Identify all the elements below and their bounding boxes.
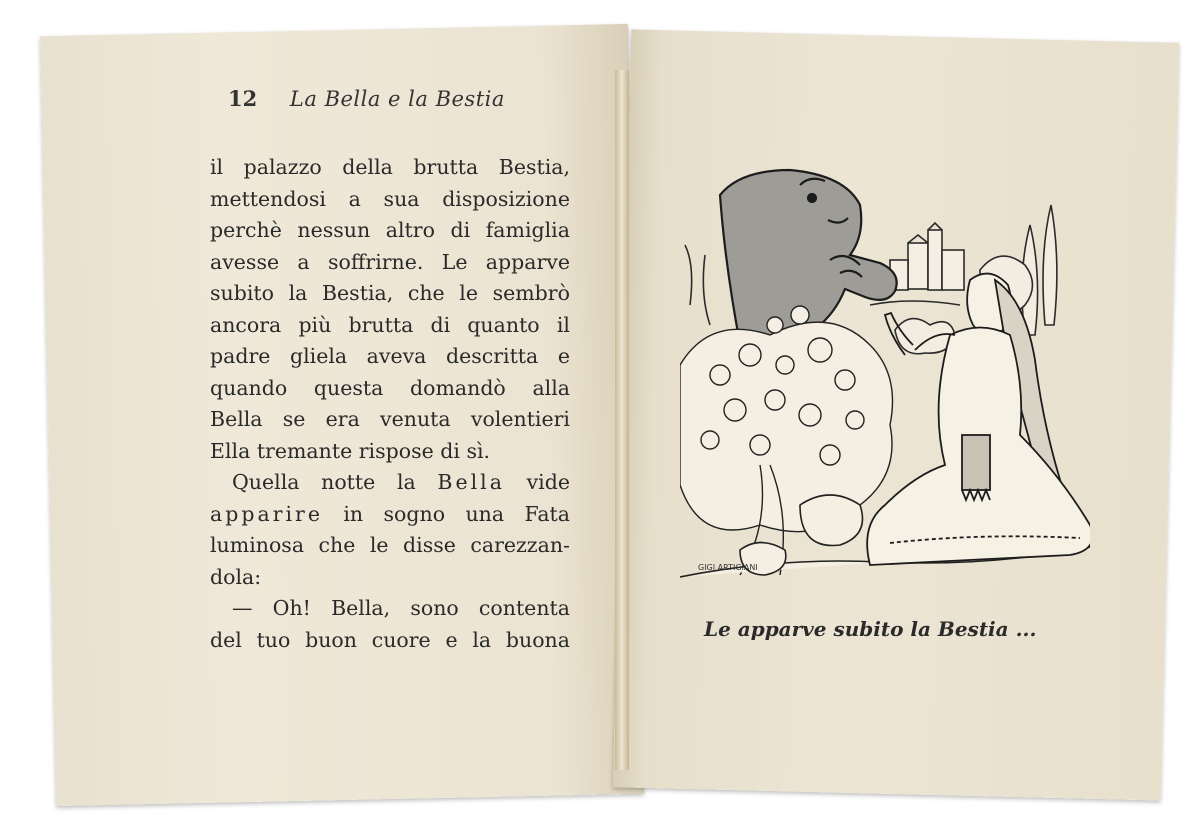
artist-signature: GIGI ARTIGIANI xyxy=(698,563,758,572)
running-header xyxy=(228,86,505,111)
text-line: Ella tremante rispose di sì. xyxy=(210,438,491,463)
text-line: del tuo buon cuore e la buona xyxy=(210,627,570,652)
illustration-caption: Le apparve subito la Bestia ... xyxy=(704,617,1037,641)
text-line: luminosa che le disse carezzan- xyxy=(210,533,570,557)
beast-and-beauty-illustration xyxy=(680,165,1090,590)
text-line: perchè nessun altro di famiglia xyxy=(210,218,570,242)
text-line: subito la Bestia, che le sembrò xyxy=(210,281,570,305)
text-line: quando questa domandò alla xyxy=(210,375,570,400)
text-line: ancora più brutta di quanto il xyxy=(210,312,570,337)
text-line: il palazzo della brutta Bestia, xyxy=(210,155,570,179)
running-title: La Bella e la Bestia xyxy=(289,87,505,111)
text-line: apparire in sogno una Fata xyxy=(210,501,570,526)
text-line: dola: xyxy=(210,564,262,589)
text-line: Quella notte la Bella vide xyxy=(232,470,570,494)
body-text xyxy=(210,152,570,656)
page-number: 12 xyxy=(228,86,258,111)
text-line: mettendosi a sua disposizione xyxy=(210,186,570,211)
book-spine xyxy=(615,70,629,770)
text-line: — Oh! Bella, sono contenta xyxy=(232,596,570,620)
text-line: Bella se era venuta volentieri xyxy=(210,407,570,431)
text-line: padre gliela aveva descritta e xyxy=(210,344,570,368)
text-line: avesse a soffrirne. Le apparve xyxy=(210,249,570,274)
